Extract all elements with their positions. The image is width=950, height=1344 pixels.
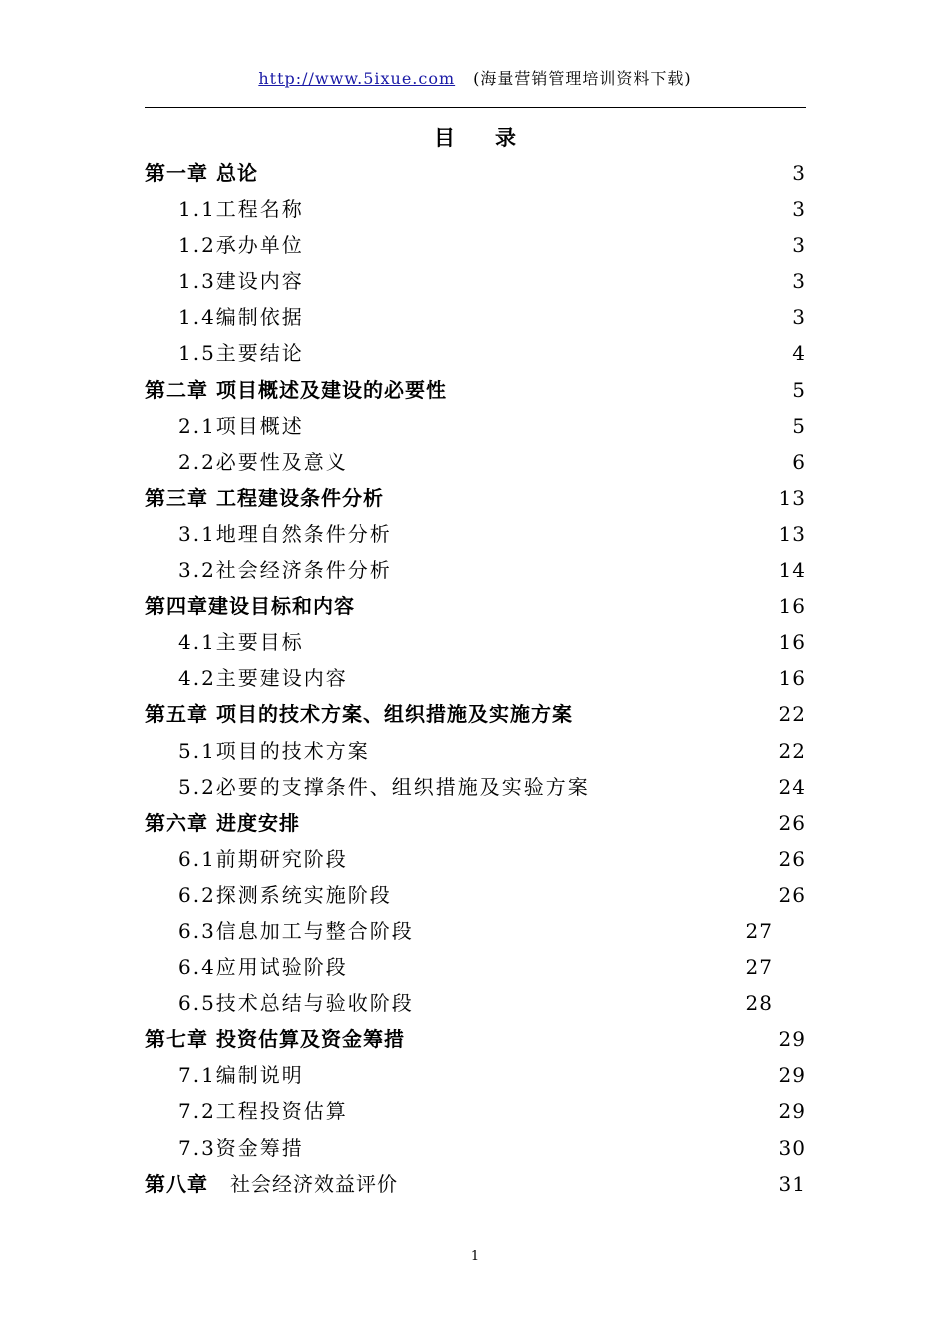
title-right: 录 <box>495 125 516 150</box>
toc-entry-label-continued: 社会经济效益评价 <box>230 1171 398 1196</box>
toc-section-entry[interactable] <box>145 660 806 696</box>
toc-page-number: 13 <box>778 485 806 510</box>
toc-entry-label: 5.1项目的技术方案 <box>178 738 370 763</box>
toc-entry-label: 1.4编制依据 <box>178 305 304 330</box>
toc-page-number: 14 <box>778 558 806 583</box>
toc-section-entry[interactable] <box>145 227 806 263</box>
toc-entry-label: 3.1地理自然条件分析 <box>178 521 392 546</box>
toc-section-entry[interactable] <box>145 913 806 949</box>
toc-entry-label: 第八章 <box>145 1171 208 1196</box>
toc-chapter-entry[interactable] <box>145 372 806 408</box>
toc-chapter-entry[interactable] <box>145 805 806 841</box>
toc-page-number: 30 <box>778 1135 806 1160</box>
toc-page-number: 3 <box>792 305 806 330</box>
toc-entry-label: 2.2必要性及意义 <box>178 449 348 474</box>
toc-entry-label: 6.5技术总结与验收阶段 <box>178 991 414 1016</box>
toc-entry-label: 1.2承办单位 <box>178 233 304 258</box>
toc-chapter-entry[interactable] <box>145 480 806 516</box>
toc-entry-label: 7.2工程投资估算 <box>178 1099 348 1124</box>
toc-entry-label: 第三章 工程建设条件分析 <box>145 485 384 510</box>
toc-chapter-entry[interactable] <box>145 155 806 191</box>
toc-page-number: 29 <box>778 1027 806 1052</box>
toc-section-entry[interactable] <box>145 444 806 480</box>
toc-section-entry[interactable] <box>145 1130 806 1166</box>
toc-section-entry[interactable] <box>145 263 806 299</box>
toc-page-number: 31 <box>778 1171 806 1196</box>
toc-page-number: 22 <box>778 702 806 727</box>
toc-entry-label: 1.1工程名称 <box>178 197 304 222</box>
table-of-contents <box>145 155 806 1202</box>
toc-page-number: 16 <box>778 666 806 691</box>
toc-entry-label: 第二章 项目概述及建设的必要性 <box>145 377 447 402</box>
toc-entry-label: 第六章 进度安排 <box>145 810 300 835</box>
toc-section-entry[interactable] <box>145 1093 806 1129</box>
toc-page-number: 16 <box>778 594 806 619</box>
header-divider <box>145 107 806 108</box>
toc-chapter-entry[interactable] <box>145 1021 806 1057</box>
toc-entry-label: 7.3资金筹措 <box>178 1135 304 1160</box>
toc-entry-label: 2.1项目概述 <box>178 413 304 438</box>
header-note: (海量营销管理培训资料下载) <box>473 69 692 88</box>
toc-section-entry[interactable] <box>145 516 806 552</box>
toc-page-number: 27 <box>745 918 773 943</box>
toc-section-entry[interactable] <box>145 769 806 805</box>
toc-page-number: 27 <box>745 955 773 980</box>
toc-entry-label: 3.2社会经济条件分析 <box>178 558 392 583</box>
page-header <box>0 66 950 89</box>
toc-page-number: 3 <box>792 197 806 222</box>
toc-page-number: 13 <box>778 521 806 546</box>
toc-section-entry[interactable] <box>145 624 806 660</box>
toc-section-entry[interactable] <box>145 191 806 227</box>
toc-entry-label: 第四章建设目标和内容 <box>145 594 355 619</box>
toc-page-number: 24 <box>778 774 806 799</box>
toc-entry-label: 1.3建设内容 <box>178 269 304 294</box>
page-title <box>0 122 950 152</box>
toc-entry-label: 5.2必要的支撑条件、组织措施及实验方案 <box>178 774 590 799</box>
toc-entry-label: 1.5主要结论 <box>178 341 304 366</box>
toc-entry-label: 6.2探测系统实施阶段 <box>178 882 392 907</box>
toc-section-entry[interactable] <box>145 949 806 985</box>
page-number: 1 <box>470 1249 480 1264</box>
toc-page-number: 4 <box>792 341 806 366</box>
toc-page-number: 26 <box>778 882 806 907</box>
toc-entry-label: 6.3信息加工与整合阶段 <box>178 918 414 943</box>
toc-page-number: 29 <box>778 1063 806 1088</box>
toc-section-entry[interactable] <box>145 733 806 769</box>
toc-chapter-entry[interactable] <box>145 1166 806 1202</box>
toc-page-number: 16 <box>778 630 806 655</box>
site-link[interactable]: http://www.5ixue.com <box>258 69 456 88</box>
toc-section-entry[interactable] <box>145 299 806 335</box>
toc-page-number: 26 <box>778 846 806 871</box>
toc-entry-label: 第一章 总论 <box>145 161 258 185</box>
toc-page-number: 26 <box>778 810 806 835</box>
toc-section-entry[interactable] <box>145 877 806 913</box>
toc-section-entry[interactable] <box>145 985 806 1021</box>
toc-entry-label: 6.4应用试验阶段 <box>178 955 348 980</box>
toc-chapter-entry[interactable] <box>145 696 806 732</box>
toc-chapter-entry[interactable] <box>145 588 806 624</box>
title-left: 目 <box>434 125 455 150</box>
toc-entry-label: 第五章 项目的技术方案、组织措施及实施方案 <box>145 702 573 727</box>
toc-section-entry[interactable] <box>145 841 806 877</box>
toc-entry-label: 6.1前期研究阶段 <box>178 846 348 871</box>
toc-entry-label: 第七章 投资估算及资金筹措 <box>145 1027 405 1052</box>
toc-page-number: 29 <box>778 1099 806 1124</box>
toc-page-number: 5 <box>792 413 806 438</box>
toc-section-entry[interactable] <box>145 1057 806 1093</box>
toc-page-number: 6 <box>792 449 806 474</box>
toc-section-entry[interactable] <box>145 335 806 371</box>
toc-section-entry[interactable] <box>145 408 806 444</box>
toc-page-number: 22 <box>778 738 806 763</box>
toc-entry-label: 4.2主要建设内容 <box>178 666 348 691</box>
toc-entry-label: 4.1主要目标 <box>178 630 304 655</box>
toc-page-number: 28 <box>745 991 773 1016</box>
toc-page-number: 3 <box>792 161 806 185</box>
toc-section-entry[interactable] <box>145 552 806 588</box>
toc-page-number: 3 <box>792 233 806 258</box>
toc-page-number: 3 <box>792 269 806 294</box>
toc-entry-label: 7.1编制说明 <box>178 1063 304 1088</box>
toc-page-number: 5 <box>792 377 806 402</box>
